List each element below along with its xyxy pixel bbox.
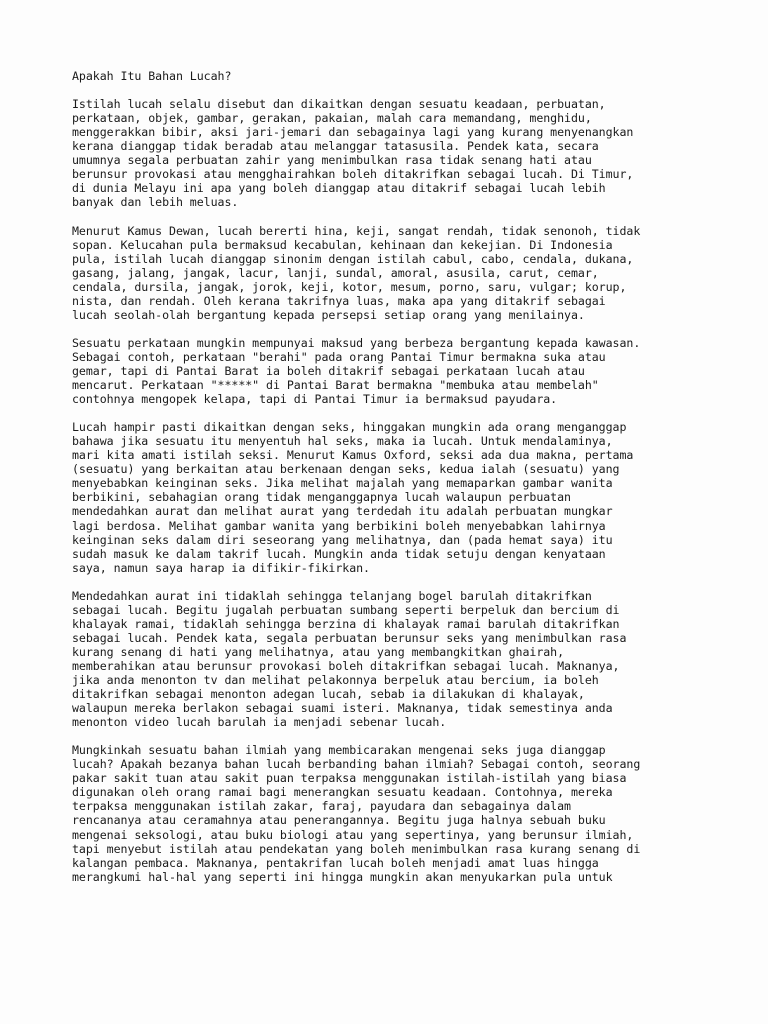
document-body — [72, 69, 712, 898]
text-line: kurang senang di hati yang melihatnya, atau yang membangkitkan ghairah, — [72, 644, 565, 659]
text-line: berbikini, sebahagian orang tidak menganggapnya lucah walaupun perbuatan — [72, 490, 571, 505]
text-line: cendala, dursila, jangak, jorok, keji, kotor, mesum, porno, saru, vulgar; korup, — [72, 279, 627, 294]
paragraph — [72, 420, 712, 575]
text-line: (sesuatu) yang berkaitan atau berkenaan dengan seks, kedua ialah (sesuatu) yang — [72, 462, 620, 477]
text-line: Lucah hampir pasti dikaitkan dengan seks, hinggakan mungkin ada orang menganggap — [72, 420, 627, 435]
text-line: mengenai seksologi, atau buku biologi atau yang sepertinya, yang berunsur ilmiah, — [72, 827, 634, 842]
text-line: sopan. Kelucahan pula bermaksud kecabulan, kehinaan dan kekejian. Di Indonesia — [72, 237, 613, 252]
text-line: kerana dianggap tidak beradab atau melanggar tatasusila. Pendek kata, secara — [72, 139, 599, 154]
text-line: gemar, tapi di Pantai Barat ia boleh ditakrif sebagai perkataan lucah atau — [72, 363, 585, 378]
text-line: Mungkinkah sesuatu bahan ilmiah yang membicarakan mengenai seks juga dianggap — [72, 743, 606, 758]
text-line: walaupun mereka berlakon sebagai suami isteri. Maknanya, tidak semestinya anda — [72, 701, 613, 716]
text-line: mendedahkan aurat dan melihat aurat yang terdedah itu adalah perbuatan mungkar — [72, 504, 613, 519]
text-line: kalangan pembaca. Maknanya, pentakrifan lucah boleh menjadi amat luas hingga — [72, 855, 599, 870]
text-line: lucah? Apakah bezanya bahan lucah berbanding bahan ilmiah? Sebagai contoh, seorang — [72, 757, 641, 772]
text-line: ditakrifkan sebagai menonton adegan lucah, sebab ia dilakukan di khalayak, — [72, 687, 585, 702]
paragraph — [72, 336, 712, 406]
text-line: menggerakkan bibir, aksi jari-jemari dan sebagainya lagi yang kurang menyenangkan — [72, 125, 634, 140]
text-line: digunakan oleh orang ramai bagi menerangkan sesuatu keadaan. Contohnya, mereka — [72, 785, 613, 800]
paragraph — [72, 743, 712, 883]
text-line: Menurut Kamus Dewan, lucah bererti hina, keji, sangat rendah, tidak senonoh, tidak — [72, 223, 641, 238]
text-line: sebagai lucah. Begitu jugalah perbuatan sumbang seperti berpeluk dan bercium di — [72, 602, 620, 617]
text-line: perkataan, objek, gambar, gerakan, pakaian, malah cara memandang, menghidu, — [72, 111, 592, 126]
text-line: berunsur provokasi atau mengghairahkan boleh ditakrifkan sebagai lucah. Di Timur, — [72, 167, 634, 182]
text-line: mencarut. Perkataan "*****" di Pantai Barat bermakna "membuka atau membelah" — [72, 378, 599, 393]
text-line: lagi berdosa. Melihat gambar wanita yang berbikini boleh menyebabkan lahirnya — [72, 518, 606, 533]
text-line: menonton video lucah barulah ia menjadi sebenar lucah. — [72, 715, 447, 730]
text-line: keinginan seks dalam diri seseorang yang melihatnya, dan (pada hemat saya) itu — [72, 532, 613, 547]
text-line: di dunia Melayu ini apa yang boleh dianggap atau ditakrif sebagai lucah lebih — [72, 181, 606, 196]
text-line: nista, dan rendah. Oleh kerana takrifnya luas, maka apa yang ditakrif sebagai — [72, 293, 606, 308]
text-line: pakar sakit tuan atau sakit puan terpaksa menggunakan istilah-istilah yang biasa — [72, 771, 627, 786]
text-line: Sebagai contoh, perkataan "berahi" pada orang Pantai Timur bermakna suka atau — [72, 349, 606, 364]
text-line: banyak dan lebih meluas. — [72, 195, 239, 210]
text-line: Istilah lucah selalu disebut dan dikaitkan dengan sesuatu keadaan, perbuatan, — [72, 97, 606, 112]
text-line: sudah masuk ke dalam takrif lucah. Mungkin anda tidak setuju dengan kenyataan — [72, 546, 606, 561]
text-line: saya, namun saya harap ia difikir-fikirkan. — [72, 560, 370, 575]
text-line: lucah seolah-olah bergantung kepada persepsi setiap orang yang menilainya. — [72, 307, 585, 322]
text-line: Mendedahkan aurat ini tidaklah sehingga telanjang bogel barulah ditakrifkan — [72, 588, 592, 603]
text-line: rencananya atau ceramahnya atau penerangannya. Begitu juga halnya sebuah buku — [72, 813, 606, 828]
document-title: Apakah Itu Bahan Lucah? — [72, 69, 232, 83]
text-line: terpaksa menggunakan istilah zakar, faraj, payudara dan sebagainya dalam — [72, 799, 571, 814]
text-line: mari kita amati istilah seksi. Menurut Kamus Oxford, seksi ada dua makna, pertama — [72, 448, 634, 463]
text-line: khalayak ramai, tidaklah sehingga berzina di khalayak ramai barulah ditakrifkan — [72, 616, 620, 631]
text-line: jika anda menonton tv dan melihat pelakonnya berpeluk atau bercium, ia boleh — [72, 673, 599, 688]
text-line: umumnya segala perbuatan zahir yang menimbulkan rasa tidak senang hati atau — [72, 153, 592, 168]
text-line: menyebabkan keinginan seks. Jika melihat majalah yang memaparkan gambar wanita — [72, 476, 613, 491]
text-line: bahawa jika sesuatu itu menyentuh hal seks, maka ia lucah. Untuk mendalaminya, — [72, 434, 613, 449]
text-line: merangkumi hal-hal yang seperti ini hingga mungkin akan menyukarkan pula untuk — [72, 869, 613, 884]
paragraph — [72, 97, 712, 209]
paragraph — [72, 224, 712, 322]
text-line: tapi menyebut istilah atau pendekatan yang boleh menimbulkan rasa kurang senang di — [72, 841, 641, 856]
text-line: sebagai lucah. Pendek kata, segala perbuatan berunsur seks yang menimbulkan rasa — [72, 630, 627, 645]
text-line: memberahikan atau berunsur provokasi boleh ditakrifkan sebagai lucah. Maknanya, — [72, 658, 620, 673]
text-line: Sesuatu perkataan mungkin mempunyai maksud yang berbeza bergantung kepada kawasan. — [72, 335, 641, 350]
text-line: gasang, jalang, jangak, lacur, lanji, sundal, amoral, asusila, carut, cemar, — [72, 265, 599, 280]
text-line: contohnya mengopek kelapa, tapi di Pantai Timur ia bermaksud payudara. — [72, 392, 558, 407]
paragraph — [72, 589, 712, 729]
text-line: pula, istilah lucah dianggap sinonim dengan istilah cabul, cabo, cendala, dukana, — [72, 251, 634, 266]
